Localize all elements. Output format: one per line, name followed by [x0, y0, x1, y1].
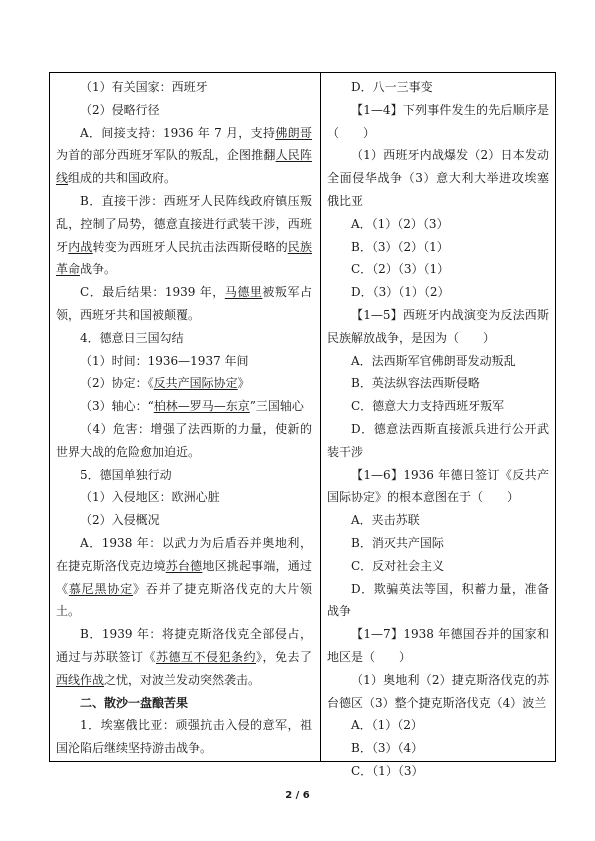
answer-option: B．（3）（2）（1） — [351, 239, 449, 254]
answer-option: C．反对社会主义 — [351, 558, 445, 573]
text-run: （4）危害：增强了法西斯的力量，使新的世界大战的危险愈加迫近。 — [56, 421, 312, 459]
answer-option: C．（2）（3）（1） — [351, 262, 450, 277]
text-run: 为首的部分西班牙军队的叛乱，企图推翻 — [56, 148, 276, 163]
text-run: 4．德意日三国勾结 — [80, 330, 184, 345]
left-paragraph — [56, 395, 312, 418]
answer-option: （1）奥地利（2）捷克斯洛伐克的苏台德区（3）整个捷克斯洛伐克（4）波兰 — [327, 672, 549, 710]
underlined-answer: 反共产国际协定 — [153, 376, 238, 391]
column-divider — [320, 72, 321, 762]
left-paragraph — [56, 327, 312, 350]
left-paragraph — [56, 350, 312, 373]
text-run: ”三国轴心 — [249, 399, 304, 414]
question-stem: 【1—6】1936 年德日签订《反共产国际协定》的根本意图在于（ ） — [327, 467, 549, 505]
underlined-answer: 柏林—罗马—东京 — [153, 399, 250, 414]
text-run: 》 — [237, 376, 250, 391]
left-paragraph — [56, 486, 312, 509]
left-paragraph — [56, 76, 312, 99]
text-run: （2）入侵概况 — [80, 513, 160, 528]
underlined-answer: 民族革命 — [56, 239, 312, 277]
answer-option: D．欺骗英法等国，积蓄力量，准备战争 — [327, 581, 549, 619]
text-run: （3）轴心：“ — [80, 399, 154, 414]
left-paragraph — [56, 714, 312, 760]
left-paragraph — [56, 122, 312, 190]
left-paragraph — [56, 623, 312, 691]
underlined-answer: 佛朗哥 — [275, 125, 312, 140]
answer-option: A．（1）（2）（3） — [351, 216, 449, 231]
text-run: A．1938 年：以武力为后盾吞并奥地利，在捷克斯洛伐克边境 — [56, 535, 312, 573]
section-heading: 二、散沙一盘酿苦果 — [80, 695, 189, 710]
text-run: 战争。 — [80, 262, 117, 277]
answer-option: （1）西班牙内战爆发（2）日本发动全面侵华战争（3）意大利大举进攻埃塞俄比亚 — [327, 148, 549, 208]
question-stem: 【1—7】1938 年德国吞并的国家和地区是（ ） — [327, 627, 549, 664]
answer-option: D．八一三事变 — [351, 80, 433, 94]
text-run: 组成的共和国政府。 — [68, 171, 177, 186]
text-run: （2）侵略行径 — [80, 102, 160, 117]
page-number: 2 / 6 — [285, 790, 310, 801]
underlined-answer: 苏台德 — [165, 558, 203, 573]
answer-option: D．德意法西斯直接派兵进行公开武装干涉 — [327, 421, 549, 459]
text-run: （1）有关国家：西班牙 — [80, 80, 208, 94]
left-paragraph — [56, 99, 312, 122]
text-run: B．直接干涉：西班牙人民阵线政府镇压叛乱，控制了局势，德意直接进行武装干涉，西班牙 — [56, 193, 312, 254]
left-paragraph — [56, 372, 312, 395]
underlined-answer: 西线作战 — [56, 672, 105, 687]
text-run: A．间接支持：1936 年 7 月，支持 — [80, 125, 276, 140]
left-column — [56, 76, 312, 760]
answer-option: C．（1）（3） — [351, 763, 424, 778]
left-paragraph — [56, 281, 312, 327]
right-column — [327, 76, 549, 783]
text-run: （1）入侵地区：欧洲心脏 — [80, 490, 220, 505]
text-run: 》，免去了 — [255, 649, 312, 664]
underlined-answer: 苏德互不侵犯条约 — [155, 649, 256, 664]
text-run: 转变为西班牙人民抗击法西斯侵略的 — [92, 239, 288, 254]
answer-option: A．夹击苏联 — [351, 513, 420, 528]
answer-option: A．法西斯军官佛朗哥发动叛乱 — [351, 353, 516, 368]
answer-option: B．消灭共产国际 — [351, 535, 444, 550]
text-run: （1）时间：1936—1937 年间 — [80, 353, 249, 368]
text-run: （2）协定：《 — [80, 376, 154, 391]
text-run: 地区挑起事端，通过《 — [56, 558, 312, 596]
text-run: 1．埃塞俄比亚：顽强抗击入侵的意军，祖国沦陷后继续坚持游击战争。 — [56, 718, 312, 756]
question-stem: 【1—4】下列事件发生的先后顺序是（ ） — [327, 102, 549, 140]
question-stem: 【1—5】西班牙内战演变为反法西斯民族解放战争，是因为（ ） — [327, 307, 549, 345]
text-run: B．1939 年：将捷克斯洛伐克全部侵占，通过与苏联签订《 — [56, 627, 312, 664]
text-run: 被叛军占领，西班牙共和国被颠覆。 — [56, 285, 312, 322]
underlined-answer: 慕尼黑协定 — [68, 581, 134, 596]
left-paragraph — [56, 190, 312, 281]
answer-option: D．（3）（1）（2） — [351, 285, 450, 300]
left-paragraph — [56, 692, 312, 715]
answer-option: C．德意大力支持西班牙叛军 — [351, 399, 505, 414]
left-paragraph — [56, 418, 312, 464]
text-run: 5．德国单独行动 — [80, 467, 172, 482]
underlined-answer: 人民阵线 — [56, 148, 312, 186]
answer-option: B．（3）（4） — [351, 741, 424, 756]
answer-option: B．英法纵容法西斯侵略 — [351, 376, 480, 391]
answer-option: A．（1）（2） — [351, 718, 423, 733]
left-paragraph — [56, 464, 312, 487]
underlined-answer: 马德里 — [224, 285, 263, 300]
left-paragraph — [56, 509, 312, 532]
text-run: 》吞并了捷克斯洛伐克的大片领土。 — [56, 581, 312, 619]
text-run: C．最后结果：1939 年， — [80, 285, 225, 300]
left-paragraph — [56, 532, 312, 623]
underlined-answer: 内战 — [68, 239, 93, 254]
text-run: 之忧，对波兰发动突然袭击。 — [104, 672, 261, 687]
